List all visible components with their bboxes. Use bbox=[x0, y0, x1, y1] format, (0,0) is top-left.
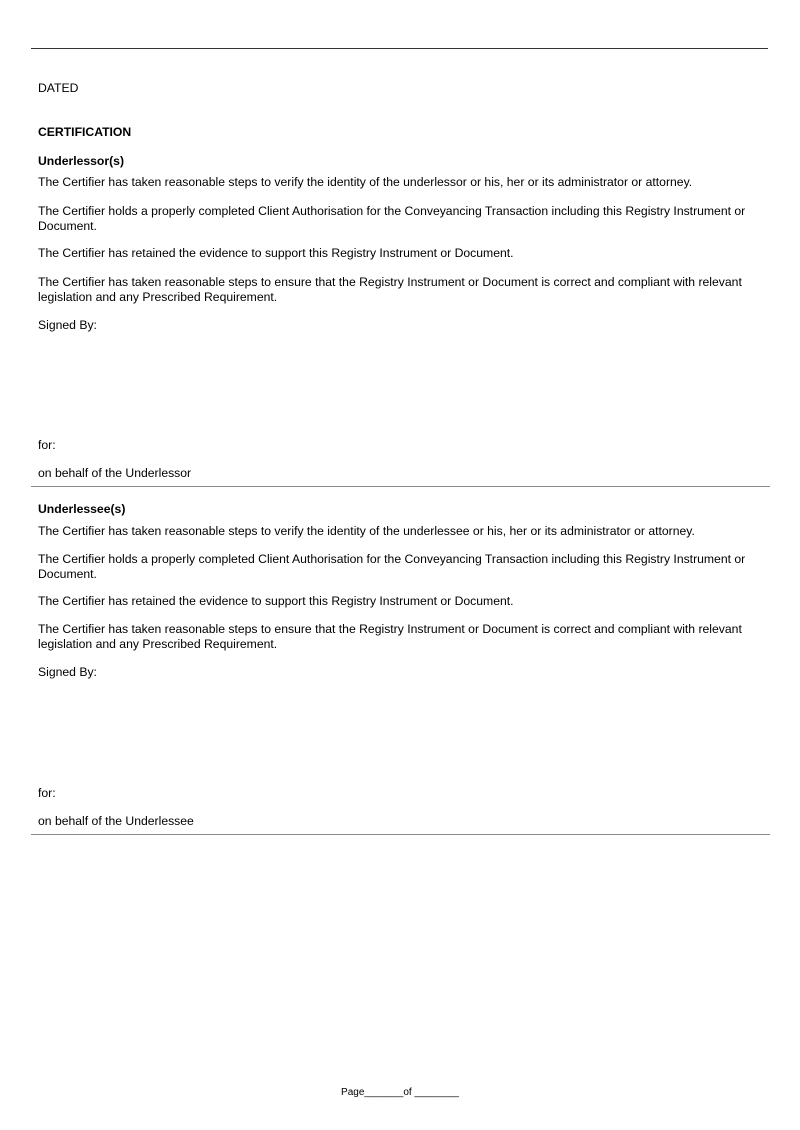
underlessor-statement-authorisation: The Certifier holds a properly completed Client Authorisation for the Conveyancing Transaction including this Registry Instrument or Document. bbox=[38, 204, 746, 233]
underlessor-heading: Underlessor(s) bbox=[38, 154, 125, 168]
top-divider bbox=[31, 48, 768, 49]
underlessee-statement-authorisation: The Certifier holds a properly completed Client Authorisation for the Conveyancing Transaction including this Registry Instrument or Document. bbox=[38, 552, 746, 581]
underlessee-on-behalf-label: on behalf of the Underlessee bbox=[38, 814, 194, 828]
underlessor-statement-evidence: The Certifier has retained the evidence to support this Registry Instrument or Document. bbox=[38, 246, 514, 260]
underlessor-signed-by-label: Signed By: bbox=[38, 318, 97, 332]
underlessee-statement-identity: The Certifier has taken reasonable steps to verify the identity of the underlessee or his, her or its administrator or attorney. bbox=[38, 524, 695, 538]
certification-heading: CERTIFICATION bbox=[38, 125, 132, 139]
underlessor-statement-compliance: The Certifier has taken reasonable steps to ensure that the Registry Instrument or Document is correct and compliant with relevant legislation and any Prescribed Requirement. bbox=[38, 275, 742, 304]
underlessee-statement-evidence: The Certifier has retained the evidence to support this Registry Instrument or Document. bbox=[38, 594, 514, 608]
dated-label: DATED bbox=[38, 81, 79, 95]
underlessee-statement-compliance: The Certifier has taken reasonable steps to ensure that the Registry Instrument or Document is correct and compliant with relevant legislation and any Prescribed Requirement. bbox=[38, 622, 742, 651]
page-number-footer: Page_______of ________ bbox=[341, 1087, 459, 1098]
underlessee-heading: Underlessee(s) bbox=[38, 502, 126, 516]
section-divider bbox=[31, 486, 770, 487]
bottom-divider bbox=[31, 834, 770, 835]
underlessee-for-label: for: bbox=[38, 786, 56, 800]
underlessor-statement-identity: The Certifier has taken reasonable steps to verify the identity of the underlessor or his, her or its administrator or attorney. bbox=[38, 175, 693, 189]
underlessee-signed-by-label: Signed By: bbox=[38, 665, 97, 679]
underlessor-on-behalf-label: on behalf of the Underlessor bbox=[38, 466, 192, 480]
underlessor-for-label: for: bbox=[38, 438, 56, 452]
